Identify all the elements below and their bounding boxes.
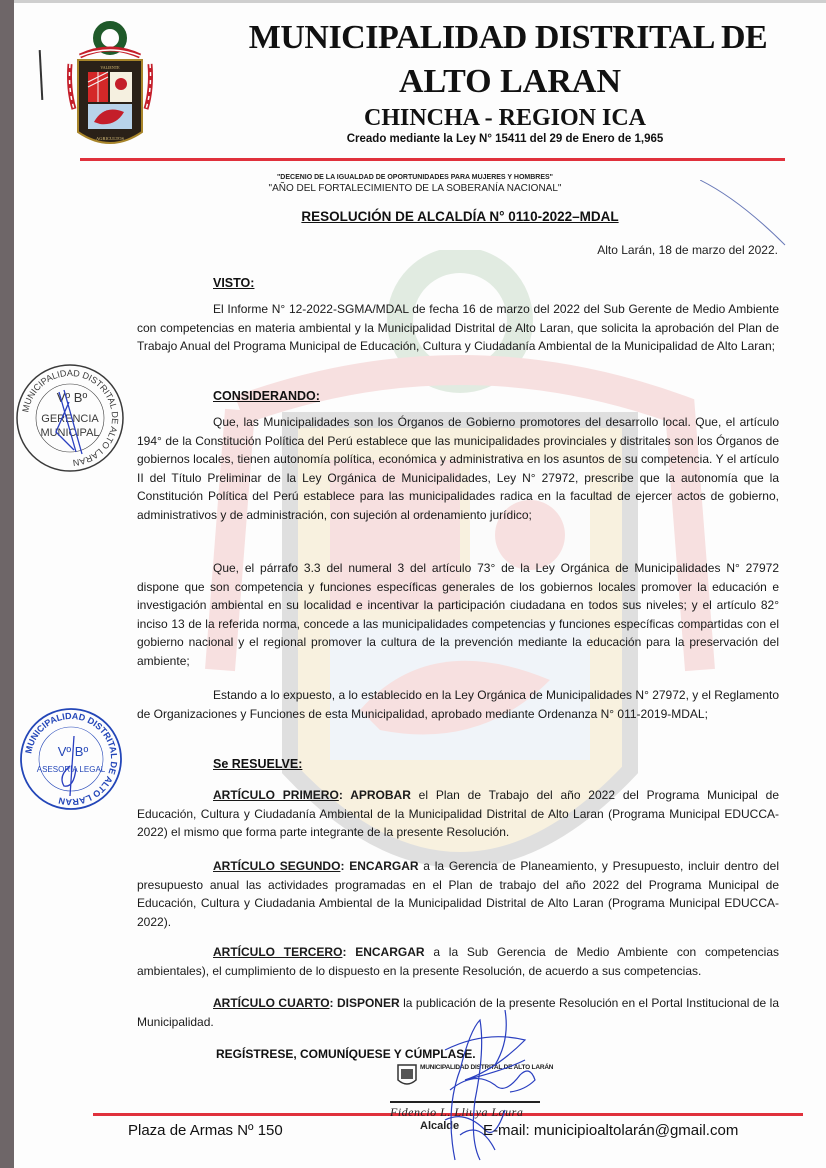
municipality-title-line2: ALTO LARAN <box>398 63 621 100</box>
header-divider <box>80 158 785 161</box>
article-fourth-label: ARTÍCULO CUARTO <box>213 996 330 1010</box>
svg-text:GERENCIA: GERENCIA <box>41 413 99 425</box>
article-third-label: ARTÍCULO TERCERO <box>213 945 343 959</box>
considerando-paragraph-3: Estando a lo expuesto, a lo establecido en la Ley Orgánica de Municipalidades N° 27972, y el Reglamento de Organizaciones y Funciones de esta Municipalidad, aprobado mediante Ordenanza N° 011-2019-MDAL; <box>137 688 779 721</box>
visto-heading: VISTO: <box>213 276 255 290</box>
year-slogan: "AÑO DEL FORTALECIMIENTO DE LA SOBERANÍA NACIONAL" <box>268 183 562 194</box>
article-first-text: el Plan de Trabajo del año 2022 del Programa Municipal de Educación, Cultura y Ciudadanía Ambiental de la Municipalidad Distrital de Alto Laran (Programa Municipal EDUCCA-2022) el mismo que forma parte integrante de la presente Resolución. <box>137 788 779 839</box>
scan-edge-strip <box>0 0 14 1168</box>
resuelve-heading: Se RESUELVE: <box>213 757 303 771</box>
svg-text:MUNICIPALIDAD DISTRITAL DE ALT: MUNICIPALIDAD DISTRITAL DE ALTO LARAN <box>20 367 121 468</box>
signature-seal-label: MUNICIPALIDAD DISTRITAL DE ALTO LARÁN <box>420 1064 554 1071</box>
footer-email: E-mail: municipioaltolarán@gmail.com <box>483 1122 739 1139</box>
considerando-heading: CONSIDERANDO: <box>213 389 320 403</box>
article-fourth-text: la publicación de la presente Resolución en el Portal Institucional de la Municipalidad. <box>137 996 780 1029</box>
visto-paragraph: El Informe N° 12-2022-SGMA/MDAL de fecha 16 de marzo del 2022 del Sub Gerente de Medio Ambiente con competencias en materia ambiental y la Municipalidad Distrital de Alto Laran, que solicita la aprobación del Plan de Trabajo Anual del Programa Municipal de Educación, Cultura y Ciudadanía Ambiental de la Municipalidad de Alto Laran; <box>137 302 779 353</box>
article-fourth-verb: DISPONER <box>336 996 400 1010</box>
resolution-title: RESOLUCIÓN DE ALCALDÍA N° 0110-2022–MDAL <box>301 209 619 224</box>
closing-formula: REGÍSTRESE, COMUNÍQUESE Y CÚMPLASE. <box>216 1047 476 1061</box>
article-second-text: a la Gerencia de Planeamiento, y Presupuesto, incluir dentro del presupuesto anual las actividades programadas en el Plan de trabajo del año 2022 del Programa Municipal de Educación, Cultura y Ciudadania Ambiental de la Municipalidad Distrital de Alto Laran (Programa Municipal EDUCCA-2022). <box>137 859 780 929</box>
signer-role: Alcalde <box>420 1120 460 1132</box>
considerando-paragraph-2: Que, el párrafo 3.3 del numeral 3 del artículo 73° de la Ley Orgánica de Municipalidades N° 27972 dispone que son competencia y funciones específicas generales de los gobiernos locales promover la educación e investigación ambiental en su localidad e incentivar la participación ciudadana en todos sus niveles; y el artículo 82° inciso 13 de la referida norma, concede a las municipalidades competencias y funciones específicas compartidas con el gobierno nacional y el regional promover la cultura de la prevención mediante la educación para la preservación del ambiente; <box>137 561 779 668</box>
svg-text:MUNICIPAL: MUNICIPAL <box>40 427 100 439</box>
pen-stroke-mark <box>700 180 790 250</box>
asesoria-legal-stamp-icon <box>18 706 124 812</box>
staple-mark <box>39 50 44 100</box>
footer-address: Plaza de Armas Nº 150 <box>128 1122 283 1139</box>
place-and-date: Alto Larán, 18 de marzo del 2022. <box>597 243 778 257</box>
article-third-verb: ENCARGAR <box>355 945 425 959</box>
region-subtitle: CHINCHA - REGION ICA <box>363 105 647 131</box>
decade-slogan: "DECENIO DE LA IGUALDAD DE OPORTUNIDADES PARA MUJERES Y HOMBRES" <box>276 174 554 181</box>
svg-text:ASESORÍA LEGAL: ASESORÍA LEGAL <box>36 765 106 774</box>
article-second-verb: ENCARGAR <box>349 859 419 873</box>
municipal-coat-of-arms-logo <box>60 14 160 149</box>
article-second: ARTÍCULO SEGUNDO: ENCARGAR a la Gerencia de Planeamiento, y Presupuesto, incluir dentro del presupuesto anual las actividades programadas en el Plan de trabajo del año 2022 del Programa Municipal de Educación, Cultura y Ciudadania Ambiental de la Municipalidad Distrital de Alto Laran (Programa Municipal EDUCCA-2022). <box>137 859 780 929</box>
article-first-label: ARTÍCULO PRIMERO <box>213 788 339 802</box>
article-third: ARTÍCULO TERCERO: ENCARGAR a la Sub Gerencia de Medio Ambiente con competencias ambientales), el cumplimiento de lo dispuesto en la presente Resolución, de acuerdo a sus competencias. <box>137 945 780 978</box>
article-first-verb: APROBAR <box>350 788 411 802</box>
svg-text:MUNICIPALIDAD DISTRITAL DE ALT: MUNICIPALIDAD DISTRITAL DE ALTO LARAN <box>23 710 120 808</box>
svg-text:AGRICULTOS: AGRICULTOS <box>95 136 125 141</box>
creation-law-note: Creado mediante la Ley N° 15411 del 29 de Enero de 1,965 <box>346 133 664 145</box>
gerencia-municipal-stamp-icon <box>14 362 126 474</box>
article-second-label: ARTÍCULO SEGUNDO <box>213 859 341 873</box>
svg-text:Vº Bº: Vº Bº <box>57 744 89 759</box>
scan-top-shadow <box>14 0 826 3</box>
article-third-text: a la Sub Gerencia de Medio Ambiente con competencias ambientales), el cumplimiento de lo dispuesto en la presente Resolución, de acuerdo a sus competencias. <box>137 945 780 978</box>
handwritten-signature-icon <box>385 1010 585 1168</box>
article-fourth: ARTÍCULO CUARTO: DISPONER la publicación de la presente Resolución en el Portal Institucional de la Municipalidad. <box>137 996 780 1029</box>
municipality-title-line1: MUNICIPALIDAD DISTRITAL DE <box>248 19 768 56</box>
signer-name: Fidencio L. Lliuya Laura <box>390 1105 524 1119</box>
svg-text:VALIENTE: VALIENTE <box>100 65 120 70</box>
article-first: ARTÍCULO PRIMERO: APROBAR el Plan de Trabajo del año 2022 del Programa Municipal de Educación, Cultura y Ciudadanía Ambiental de la Municipalidad Distrital de Alto Laran (Programa Municipal EDUCCA-2022) el mismo que forma parte integrante de la presente Resolución. <box>137 788 779 839</box>
considerando-paragraph-1: Que, las Municipalidades son los Órganos de Gobierno promotores del desarrollo local. Que, el artículo 194° de la Constitución Política del Perú establece que las municipalidades provinciales y distritales son los Órganos de gobiernos locales, tienen autonomía política, económica y administrativa en los asuntos de su competencia. Y el artículo II del Título Preliminar de la Ley Orgánica de Municipalidades, Ley N° 27972, prescribe que la autonomía que la Constitución Política del Perú establece para las municipalidades radica en la facultad de ejercer actos de gobierno, administrativos y de administración, con sujeción al ordenamiento jurídico; <box>137 415 779 522</box>
svg-text:Vº Bº: Vº Bº <box>56 390 88 405</box>
